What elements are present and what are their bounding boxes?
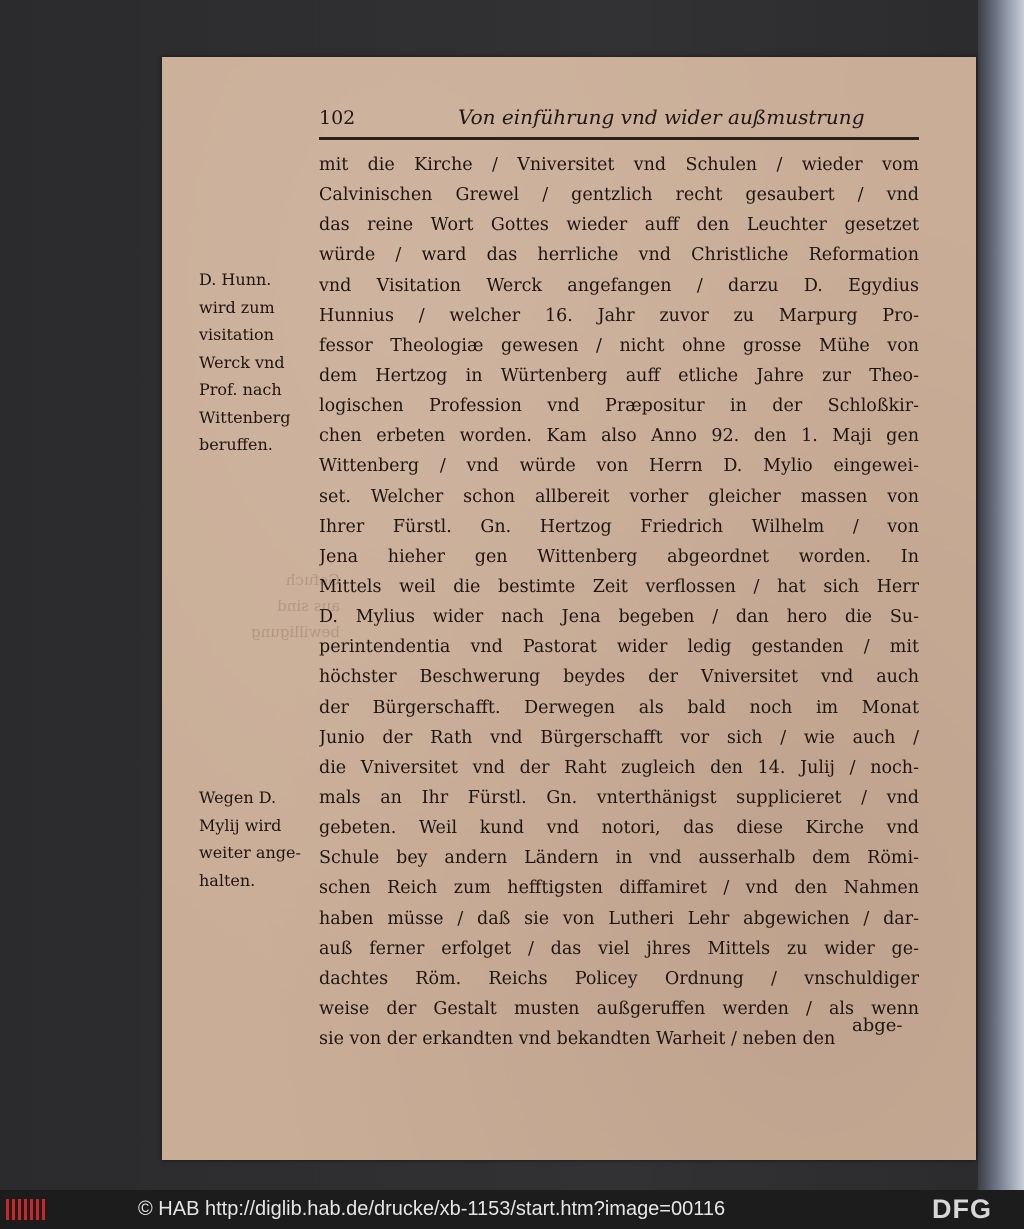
margin-note-line: weiter ange-	[199, 843, 301, 862]
text-line: weise der Gestalt musten außgeruffen werden / als wenn	[319, 998, 919, 1019]
library-logo-icon	[6, 1199, 46, 1220]
text-line: Jena hieher gen Wittenberg abgeordnet worden. In	[319, 546, 919, 567]
margin-note-line: wird zum	[199, 297, 275, 317]
text-line: das reine Wort Gottes wieder auff den Leuchter gesetzet	[319, 215, 919, 236]
text-line: Ihrer Fürstl. Gn. Hertzog Friedrich Wilhelm / von	[319, 516, 919, 537]
margin-note-line: visitation	[199, 325, 274, 344]
margin-note-line: Wittenberg	[199, 407, 291, 427]
text-line: logischen Profession vnd Præpositur in der Schloßkir-	[319, 396, 919, 417]
text-line: der Bürgerschafft. Derwegen als bald noch im Monat	[319, 697, 919, 718]
margin-note-line: halten.	[199, 870, 256, 890]
margin-note-line: Werck vnd	[199, 352, 285, 372]
margin-note-line: Prof. nach	[199, 380, 282, 399]
body-text	[319, 150, 919, 1054]
text-line: haben müsse / daß sie von Lutheri Lehr abgewichen / dar-	[319, 908, 919, 929]
margin-note-hunnius	[199, 266, 291, 459]
running-title: Von einführung vnd wider außmustrung	[458, 105, 865, 129]
text-line: mals an Ihr Fürstl. Gn. vnterthänigst supplicieret / vnd	[319, 787, 919, 808]
text-line: würde / ward das herrliche vnd Christliche Reformation	[319, 245, 919, 266]
margin-note-line: Wegen D.	[199, 788, 277, 807]
page-number: 102	[319, 107, 356, 129]
margin-note-line: D. Hunn.	[199, 270, 272, 289]
text-line: Wittenberg / vnd würde von Herrn D. Mylio eingewei-	[319, 456, 919, 477]
text-line: dem Hertzog in Würtenberg auff etliche Jahre zur Theo-	[319, 365, 919, 386]
text-line: set. Welcher schon allbereit vorher gleicher massen von	[319, 486, 919, 507]
margin-note-mylius	[199, 784, 301, 894]
text-line: sie von der erkandten vnd bekandten Warheit / neben den	[319, 1029, 836, 1050]
book-spine-edge	[978, 0, 1024, 1190]
document-page	[162, 57, 976, 1160]
text-line: Mittels weil die bestimte Zeit verflossen / hat sich Herr	[319, 576, 919, 597]
text-line: die Vniversitet vnd der Raht zugleich den 14. Julij / noch-	[319, 757, 919, 778]
text-line: D. Mylius wider nach Jena begeben / dan hero die Su-	[319, 607, 919, 628]
page-header	[319, 105, 865, 135]
text-line: mit die Kirche / Vniversitet vnd Schulen / wieder vom	[319, 155, 919, 175]
bleed-through-text: Gefuch aus sind bewilligung	[250, 571, 340, 641]
text-line: höchster Beschwerung beydes der Vniversitet vnd auch	[319, 667, 919, 688]
text-line: fessor Theologiæ gewesen / nicht ohne grosse Mühe von	[319, 335, 919, 356]
text-line: vnd Visitation Werck angefangen / darzu D. Egydius	[319, 275, 919, 296]
text-line: auß ferner erfolget / das viel jhres Mittels zu wider ge-	[319, 938, 919, 959]
text-line: chen erbeten worden. Kam also Anno 92. den 1. Maji gen	[319, 426, 919, 447]
margin-note-line: beruffen.	[199, 435, 273, 454]
header-rule	[319, 137, 919, 140]
text-line: Hunnius / welcher 16. Jahr zuvor zu Marpurg Pro-	[319, 305, 919, 326]
margin-note-line: Mylij wird	[199, 815, 282, 835]
text-line: Junio der Rath vnd Bürgerschafft vor sich / wie auch /	[319, 727, 919, 748]
viewer-footer	[0, 1190, 1024, 1229]
text-line: perintendentia vnd Pastorat wider ledig gestanden / mit	[319, 637, 919, 658]
copyright-link[interactable]: © HAB http://diglib.hab.de/drucke/xb-1153/start.htm?image=00116	[138, 1198, 726, 1220]
text-line: dachtes Röm. Reichs Policey Ordnung / vnschuldiger	[319, 968, 919, 989]
text-line: gebeten. Weil kund vnd notori, das diese Kirche vnd	[319, 818, 919, 839]
dfg-logo: DFG	[932, 1194, 992, 1224]
text-line: Calvinischen Grewel / gentzlich recht gesaubert / vnd	[319, 185, 919, 206]
text-line: schen Reich zum hefftigsten diffamiret / vnd den Nahmen	[319, 878, 919, 899]
catchword: abge-	[852, 1015, 903, 1036]
text-line: Schule bey andern Ländern in vnd ausserhalb dem Römi-	[319, 848, 919, 869]
